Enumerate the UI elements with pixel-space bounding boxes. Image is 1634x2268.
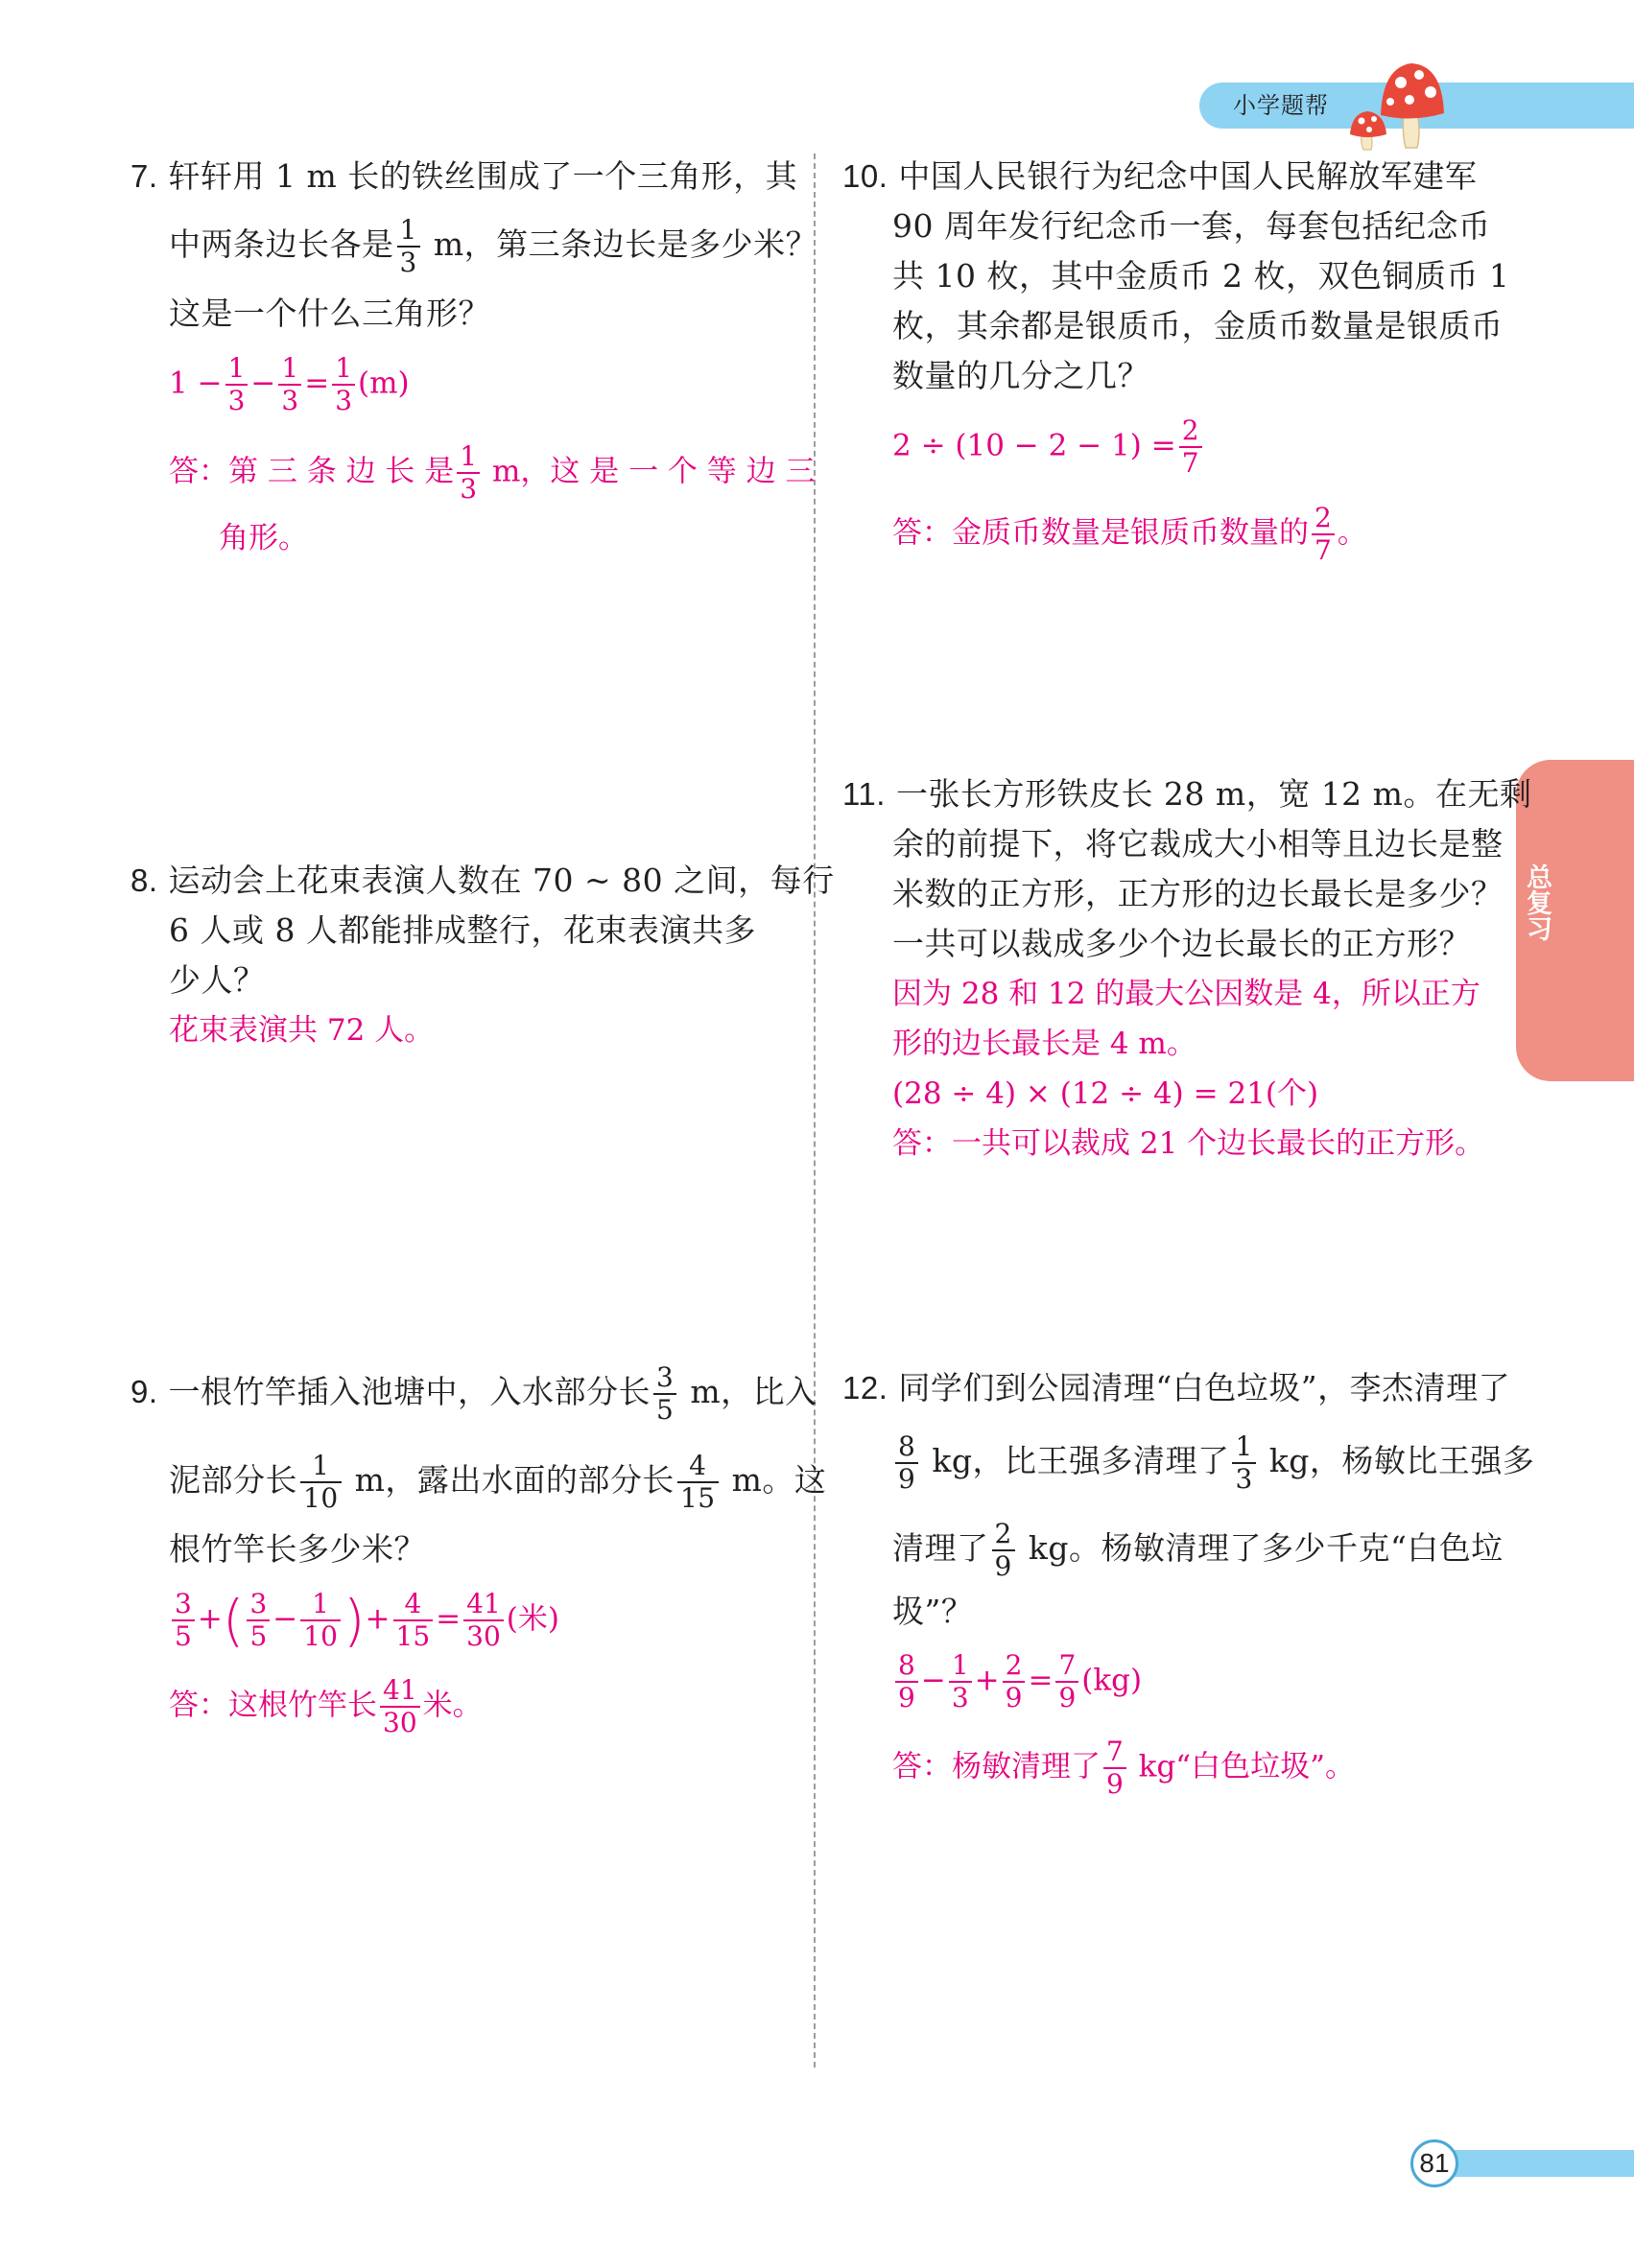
problem-10-calculation: 2 ÷ (10 − 2 − 1) = $\frac{2}{7}$	[892, 417, 1205, 477]
problem-9-line-1: 9. 一根竹竿插入池塘中，入水部分长 $\frac{3}{5}$ m，比入	[130, 1361, 817, 1426]
problem-10-line-1: 10. 中国人民银行为纪念中国人民解放军建军	[842, 157, 1478, 195]
problem-9-answer: 答：这根竹竿长 $\frac{41}{30}$ 米。	[169, 1674, 483, 1738]
problem-10-line-3: 共 10 枚，其中金质币 2 枚，双色铜质币 1	[892, 257, 1510, 295]
problem-7-line-3: 这是一个什么三角形？	[169, 295, 490, 332]
problem-11-answer-1: 因为 28 和 12 的最大公因数是 4，所以正方	[892, 977, 1480, 1011]
problem-12-line-2: $\frac{8}{9}$ kg，比王强多清理了 $\frac{1}{3}$ kg，杨敏比王强多	[892, 1433, 1534, 1493]
problem-10-line-4: 枚，其余都是银质币，金质币数量是银质币	[892, 307, 1504, 344]
problem-8-number: 8.	[130, 862, 158, 898]
problem-12-line-1: 12. 同学们到公园清理“白色垃圾”，李杰清理了	[842, 1369, 1511, 1406]
problem-12-number: 12.	[842, 1370, 888, 1406]
problem-12-line-3: 清理了 $\frac{2}{9}$ kg。杨敏清理了多少千克“白色垃	[892, 1518, 1504, 1582]
problem-8-line-3: 少人？	[169, 961, 266, 999]
problem-7-line-1: 7. 轩轩用 1 m 长的铁丝围成了一个三角形，其	[130, 157, 798, 195]
problem-11-line-1: 11. 一张长方形铁皮长 28 m，宽 12 m。在无剩	[842, 775, 1532, 813]
problem-7-line-2: 中两条边长各是 $\frac{1}{3}$ m，第三条边长是多少米？	[169, 214, 818, 278]
problem-11-answer-2: 形的边长最长是 4 m。	[892, 1027, 1196, 1061]
mushroom-icon	[1348, 56, 1463, 152]
problem-7-answer-cont: 角形。	[219, 521, 308, 555]
page-number: 81	[1410, 2139, 1458, 2187]
column-divider	[814, 154, 816, 2067]
problem-9-number: 9.	[130, 1374, 158, 1409]
problem-12-answer: 答：杨敏清理了 $\frac{7}{9}$ kg“白色垃圾”。	[892, 1736, 1356, 1800]
problem-7-answer: 答：第 三 条 边 长 是 $\frac{1}{3}$ m，这 是 一 个 等 边 三	[169, 440, 816, 505]
problem-10-line-2: 90 周年发行纪念币一套，每套包括纪念币	[892, 207, 1491, 245]
fraction: $\frac{1}{3}$	[397, 217, 420, 276]
header-title: 小学题帮	[1233, 92, 1329, 119]
problem-11-calculation: (28 ÷ 4) × (12 ÷ 4) = 21(个)	[892, 1076, 1319, 1111]
problem-11-number: 11.	[842, 776, 886, 812]
problem-7-calculation: 1 − $\frac{1}{3}$ − $\frac{1}{3}$ = $\frac{1}{3}$ (m)	[169, 352, 410, 416]
problem-9-calculation: $\frac{3}{5}$ +( $\frac{3}{5}$ − $\frac{1}{10}$ )+ $\frac{4}{15}$ = $\frac{41}{30}$ (米)	[169, 1591, 559, 1650]
problem-10-answer: 答：金质币数量是银质币数量的 $\frac{2}{7}$ 。	[892, 502, 1367, 566]
problem-8-line-1: 8. 运动会上花束表演人数在 70 ~ 80 之间，每行	[130, 862, 835, 899]
problem-11-line-3: 米数的正方形，正方形的边长最长是多少？	[892, 875, 1504, 912]
problem-11-answer: 答：一共可以裁成 21 个边长最长的正方形。	[892, 1126, 1485, 1161]
footer-bar	[1439, 2150, 1634, 2177]
problem-10-number: 10.	[842, 158, 888, 194]
problem-10-line-5: 数量的几分之几？	[892, 357, 1149, 394]
problem-11-line-4: 一共可以裁成多少个边长最长的正方形？	[892, 925, 1471, 962]
problem-12-line-4: 圾”？	[892, 1593, 974, 1630]
problem-9-line-2: 泥部分长 $\frac{1}{10}$ m，露出水面的部分长 $\frac{4}{15}$ m。这	[169, 1450, 827, 1514]
problem-8-answer: 花束表演共 72 人。	[169, 1013, 435, 1048]
problem-9-line-3: 根竹竿长多少米？	[169, 1530, 426, 1568]
problem-7-number: 7.	[130, 158, 158, 194]
problem-11-line-2: 余的前提下，将它裁成大小相等且边长是整	[892, 825, 1504, 862]
problem-12-calculation: $\frac{8}{9}$ − $\frac{1}{3}$ + $\frac{2}{9}$ = $\frac{7}{9}$ (kg)	[892, 1652, 1142, 1712]
problem-8-line-2: 6 人或 8 人都能排成整行，花束表演共多	[169, 911, 756, 949]
side-tab-label: 总复习	[1522, 863, 1551, 941]
